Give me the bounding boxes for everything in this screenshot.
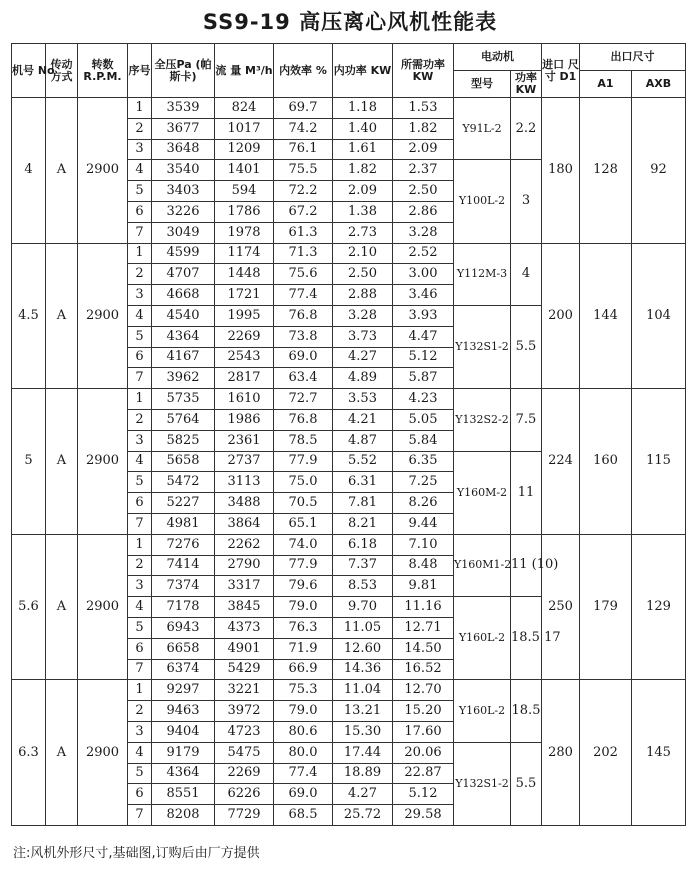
cell-required-power: 2.09	[393, 139, 454, 160]
cell-efficiency: 80.6	[274, 721, 333, 742]
cell-motor-model: Y160M-2	[454, 451, 511, 534]
header-drive: 传动方式	[46, 44, 78, 98]
cell-pressure: 9179	[152, 742, 215, 763]
cell-flow: 1995	[215, 305, 274, 326]
cell-drive: A	[46, 389, 78, 535]
cell-required-power: 14.50	[393, 638, 454, 659]
cell-internal-power: 2.88	[333, 285, 393, 306]
cell-internal-power: 1.82	[333, 160, 393, 181]
cell-efficiency: 68.5	[274, 805, 333, 826]
cell-required-power: 5.12	[393, 784, 454, 805]
cell-fan-no: 5	[12, 389, 46, 535]
cell-pressure: 5658	[152, 451, 215, 472]
cell-efficiency: 76.8	[274, 305, 333, 326]
cell-pressure: 5227	[152, 493, 215, 514]
cell-motor-model: Y160M1-2	[454, 534, 511, 596]
cell-motor-model: Y132S1-2	[454, 305, 511, 388]
cell-flow: 5475	[215, 742, 274, 763]
cell-pressure: 6658	[152, 638, 215, 659]
cell-fan-no: 5.6	[12, 534, 46, 680]
cell-seq: 7	[128, 659, 152, 680]
cell-seq: 1	[128, 243, 152, 264]
cell-pressure: 3049	[152, 222, 215, 243]
cell-efficiency: 61.3	[274, 222, 333, 243]
cell-flow: 1017	[215, 118, 274, 139]
cell-internal-power: 2.50	[333, 264, 393, 285]
cell-internal-power: 4.21	[333, 409, 393, 430]
cell-seq: 4	[128, 597, 152, 618]
cell-outlet-axb: 129	[632, 534, 686, 680]
cell-internal-power: 8.53	[333, 576, 393, 597]
cell-efficiency: 72.2	[274, 181, 333, 202]
cell-pressure: 7178	[152, 597, 215, 618]
fan-performance-table	[11, 43, 686, 826]
cell-efficiency: 77.9	[274, 555, 333, 576]
cell-efficiency: 75.5	[274, 160, 333, 181]
cell-seq: 6	[128, 638, 152, 659]
cell-required-power: 2.37	[393, 160, 454, 181]
cell-required-power: 29.58	[393, 805, 454, 826]
cell-efficiency: 75.6	[274, 264, 333, 285]
cell-flow: 2817	[215, 368, 274, 389]
cell-seq: 4	[128, 451, 152, 472]
cell-outlet-a1: 160	[580, 389, 632, 535]
cell-internal-power: 13.21	[333, 701, 393, 722]
cell-flow: 5429	[215, 659, 274, 680]
cell-fan-no: 6.3	[12, 680, 46, 826]
cell-seq: 6	[128, 347, 152, 368]
cell-internal-power: 11.05	[333, 617, 393, 638]
cell-pressure: 9463	[152, 701, 215, 722]
cell-efficiency: 69.0	[274, 347, 333, 368]
cell-efficiency: 75.0	[274, 472, 333, 493]
cell-internal-power: 15.30	[333, 721, 393, 742]
cell-seq: 5	[128, 181, 152, 202]
cell-pressure: 8208	[152, 805, 215, 826]
cell-seq: 6	[128, 784, 152, 805]
cell-required-power: 5.84	[393, 430, 454, 451]
cell-pressure: 5472	[152, 472, 215, 493]
cell-pressure: 8551	[152, 784, 215, 805]
cell-drive: A	[46, 534, 78, 680]
cell-pressure: 3540	[152, 160, 215, 181]
cell-internal-power: 3.53	[333, 389, 393, 410]
cell-required-power: 8.26	[393, 493, 454, 514]
cell-efficiency: 77.4	[274, 763, 333, 784]
cell-efficiency: 77.9	[274, 451, 333, 472]
cell-seq: 3	[128, 576, 152, 597]
cell-required-power: 8.48	[393, 555, 454, 576]
cell-motor-power: 18.5	[511, 680, 542, 742]
cell-motor-power: 3	[511, 160, 542, 243]
cell-flow: 1978	[215, 222, 274, 243]
cell-internal-power: 6.31	[333, 472, 393, 493]
cell-drive: A	[46, 680, 78, 826]
cell-seq: 1	[128, 534, 152, 555]
cell-pressure: 4981	[152, 513, 215, 534]
cell-motor-model: Y132S1-2	[454, 742, 511, 825]
cell-efficiency: 76.3	[274, 617, 333, 638]
cell-rpm: 2900	[78, 243, 128, 389]
cell-required-power: 17.60	[393, 721, 454, 742]
cell-seq: 6	[128, 493, 152, 514]
cell-drive: A	[46, 243, 78, 389]
cell-internal-power: 1.38	[333, 201, 393, 222]
page-title: SS9-19 高压离心风机性能表	[202, 10, 498, 34]
cell-internal-power: 4.27	[333, 784, 393, 805]
cell-fan-no: 4.5	[12, 243, 46, 389]
cell-pressure: 7374	[152, 576, 215, 597]
cell-seq: 6	[128, 201, 152, 222]
cell-flow: 4901	[215, 638, 274, 659]
cell-inlet: 224	[542, 389, 580, 535]
table-row	[12, 243, 686, 264]
cell-required-power: 2.52	[393, 243, 454, 264]
cell-required-power: 16.52	[393, 659, 454, 680]
cell-outlet-a1: 144	[580, 243, 632, 389]
cell-required-power: 12.71	[393, 617, 454, 638]
cell-required-power: 15.20	[393, 701, 454, 722]
cell-efficiency: 75.3	[274, 680, 333, 701]
cell-internal-power: 9.70	[333, 597, 393, 618]
cell-required-power: 7.25	[393, 472, 454, 493]
cell-seq: 5	[128, 326, 152, 347]
cell-flow: 2790	[215, 555, 274, 576]
cell-efficiency: 80.0	[274, 742, 333, 763]
cell-flow: 2262	[215, 534, 274, 555]
cell-seq: 7	[128, 222, 152, 243]
header-internal-power: 内功率 KW	[333, 44, 393, 98]
cell-pressure: 4599	[152, 243, 215, 264]
cell-fan-no: 4	[12, 98, 46, 244]
cell-drive: A	[46, 98, 78, 244]
cell-internal-power: 14.36	[333, 659, 393, 680]
cell-motor-power: 2.2	[511, 98, 542, 160]
cell-required-power: 5.12	[393, 347, 454, 368]
cell-seq: 2	[128, 555, 152, 576]
cell-seq: 1	[128, 389, 152, 410]
cell-pressure: 9404	[152, 721, 215, 742]
cell-flow: 3972	[215, 701, 274, 722]
cell-pressure: 7414	[152, 555, 215, 576]
cell-flow: 1986	[215, 409, 274, 430]
cell-required-power: 3.93	[393, 305, 454, 326]
cell-inlet: 280	[542, 680, 580, 826]
cell-internal-power: 17.44	[333, 742, 393, 763]
cell-required-power: 4.23	[393, 389, 454, 410]
cell-pressure: 3403	[152, 181, 215, 202]
cell-pressure: 3539	[152, 98, 215, 119]
cell-efficiency: 79.0	[274, 701, 333, 722]
cell-internal-power: 18.89	[333, 763, 393, 784]
cell-internal-power: 1.18	[333, 98, 393, 119]
cell-pressure: 4668	[152, 285, 215, 306]
cell-internal-power: 11.04	[333, 680, 393, 701]
cell-flow: 594	[215, 181, 274, 202]
footnote: 注:风机外形尺寸,基础图,订购后由厂方提供	[13, 846, 260, 861]
cell-internal-power: 4.89	[333, 368, 393, 389]
cell-internal-power: 6.18	[333, 534, 393, 555]
cell-seq: 3	[128, 721, 152, 742]
cell-efficiency: 63.4	[274, 368, 333, 389]
cell-flow: 824	[215, 98, 274, 119]
cell-flow: 2361	[215, 430, 274, 451]
cell-motor-power: 11	[511, 451, 542, 534]
cell-outlet-a1: 128	[580, 98, 632, 244]
cell-efficiency: 74.0	[274, 534, 333, 555]
cell-required-power: 4.47	[393, 326, 454, 347]
cell-internal-power: 2.09	[333, 181, 393, 202]
table-row	[12, 98, 686, 119]
cell-pressure: 3677	[152, 118, 215, 139]
cell-internal-power: 2.73	[333, 222, 393, 243]
cell-motor-power: 4	[511, 243, 542, 305]
cell-outlet-axb: 145	[632, 680, 686, 826]
cell-outlet-axb: 104	[632, 243, 686, 389]
cell-flow: 6226	[215, 784, 274, 805]
cell-seq: 5	[128, 617, 152, 638]
cell-required-power: 1.53	[393, 98, 454, 119]
table-body	[12, 98, 686, 826]
cell-required-power: 1.82	[393, 118, 454, 139]
cell-flow: 3113	[215, 472, 274, 493]
cell-motor-power: 5.5	[511, 742, 542, 825]
cell-required-power: 7.10	[393, 534, 454, 555]
cell-required-power: 11.16	[393, 597, 454, 618]
cell-motor-model: Y91L-2	[454, 98, 511, 160]
cell-seq: 3	[128, 285, 152, 306]
header-motor: 电动机	[454, 44, 542, 71]
cell-flow: 1786	[215, 201, 274, 222]
cell-efficiency: 71.3	[274, 243, 333, 264]
cell-inlet: 200	[542, 243, 580, 389]
cell-motor-model: Y160L-2	[454, 597, 511, 680]
cell-internal-power: 7.37	[333, 555, 393, 576]
cell-flow: 2269	[215, 763, 274, 784]
cell-required-power: 5.05	[393, 409, 454, 430]
cell-internal-power: 3.73	[333, 326, 393, 347]
cell-required-power: 6.35	[393, 451, 454, 472]
cell-seq: 5	[128, 472, 152, 493]
cell-flow: 3488	[215, 493, 274, 514]
cell-required-power: 12.70	[393, 680, 454, 701]
cell-flow: 1610	[215, 389, 274, 410]
header-motor-power: 功率 KW	[511, 71, 542, 98]
cell-efficiency: 66.9	[274, 659, 333, 680]
cell-pressure: 4364	[152, 763, 215, 784]
cell-efficiency: 71.9	[274, 638, 333, 659]
cell-seq: 7	[128, 368, 152, 389]
cell-required-power: 20.06	[393, 742, 454, 763]
cell-internal-power: 5.52	[333, 451, 393, 472]
cell-pressure: 6374	[152, 659, 215, 680]
table-row	[12, 680, 686, 701]
cell-flow: 1721	[215, 285, 274, 306]
cell-rpm: 2900	[78, 680, 128, 826]
cell-internal-power: 1.61	[333, 139, 393, 160]
cell-internal-power: 3.28	[333, 305, 393, 326]
cell-internal-power: 12.60	[333, 638, 393, 659]
cell-motor-model: Y132S2-2	[454, 389, 511, 451]
cell-required-power: 2.50	[393, 181, 454, 202]
cell-seq: 3	[128, 139, 152, 160]
cell-flow: 1401	[215, 160, 274, 181]
cell-seq: 2	[128, 409, 152, 430]
cell-efficiency: 77.4	[274, 285, 333, 306]
header-required-power: 所需功率 KW	[393, 44, 454, 98]
cell-rpm: 2900	[78, 389, 128, 535]
cell-flow: 2737	[215, 451, 274, 472]
cell-motor-power: 11 (10)	[511, 534, 542, 596]
cell-pressure: 4167	[152, 347, 215, 368]
header-outlet-axb: AXB	[632, 71, 686, 98]
cell-pressure: 5764	[152, 409, 215, 430]
cell-pressure: 7276	[152, 534, 215, 555]
header-efficiency: 内效率 %	[274, 44, 333, 98]
cell-required-power: 3.00	[393, 264, 454, 285]
cell-rpm: 2900	[78, 98, 128, 244]
cell-pressure: 3962	[152, 368, 215, 389]
cell-required-power: 22.87	[393, 763, 454, 784]
cell-efficiency: 72.7	[274, 389, 333, 410]
cell-efficiency: 79.6	[274, 576, 333, 597]
cell-pressure: 5735	[152, 389, 215, 410]
cell-motor-power: 5.5	[511, 305, 542, 388]
cell-motor-power: 7.5	[511, 389, 542, 451]
cell-pressure: 9297	[152, 680, 215, 701]
table-row	[12, 534, 686, 555]
cell-seq: 2	[128, 701, 152, 722]
cell-internal-power: 2.10	[333, 243, 393, 264]
cell-outlet-axb: 115	[632, 389, 686, 535]
header-outlet-a1: A1	[580, 71, 632, 98]
cell-rpm: 2900	[78, 534, 128, 680]
cell-inlet: 250	[542, 534, 580, 680]
cell-flow: 2543	[215, 347, 274, 368]
header-motor-model: 型号	[454, 71, 511, 98]
cell-efficiency: 67.2	[274, 201, 333, 222]
cell-internal-power: 7.81	[333, 493, 393, 514]
cell-outlet-a1: 202	[580, 680, 632, 826]
header-seq: 序号	[128, 44, 152, 98]
cell-pressure: 4364	[152, 326, 215, 347]
cell-flow: 1174	[215, 243, 274, 264]
header-flow: 流 量 M³/h	[215, 44, 274, 98]
cell-seq: 4	[128, 742, 152, 763]
cell-flow: 4373	[215, 617, 274, 638]
cell-flow: 2269	[215, 326, 274, 347]
cell-flow: 3221	[215, 680, 274, 701]
header-no: 机号 No	[12, 44, 46, 98]
cell-efficiency: 70.5	[274, 493, 333, 514]
cell-internal-power: 4.27	[333, 347, 393, 368]
cell-pressure: 3648	[152, 139, 215, 160]
cell-motor-model: Y160L-2	[454, 680, 511, 742]
cell-flow: 7729	[215, 805, 274, 826]
cell-seq: 4	[128, 160, 152, 181]
cell-efficiency: 69.7	[274, 98, 333, 119]
cell-required-power: 3.46	[393, 285, 454, 306]
cell-internal-power: 8.21	[333, 513, 393, 534]
cell-outlet-a1: 179	[580, 534, 632, 680]
cell-pressure: 3226	[152, 201, 215, 222]
cell-efficiency: 78.5	[274, 430, 333, 451]
header-inlet: 进口 尺寸 D1	[542, 44, 580, 98]
cell-seq: 1	[128, 680, 152, 701]
header-outlet: 出口尺寸	[580, 44, 686, 71]
cell-seq: 2	[128, 264, 152, 285]
cell-flow: 3864	[215, 513, 274, 534]
cell-internal-power: 25.72	[333, 805, 393, 826]
cell-pressure: 4707	[152, 264, 215, 285]
cell-outlet-axb: 92	[632, 98, 686, 244]
cell-motor-model: Y112M-3	[454, 243, 511, 305]
cell-flow: 1448	[215, 264, 274, 285]
cell-seq: 3	[128, 430, 152, 451]
cell-flow: 3317	[215, 576, 274, 597]
cell-pressure: 5825	[152, 430, 215, 451]
cell-inlet: 180	[542, 98, 580, 244]
cell-pressure: 6943	[152, 617, 215, 638]
cell-internal-power: 4.87	[333, 430, 393, 451]
cell-seq: 2	[128, 118, 152, 139]
header-pressure: 全压Pa (帕斯卡)	[152, 44, 215, 98]
cell-seq: 4	[128, 305, 152, 326]
cell-seq: 7	[128, 513, 152, 534]
cell-flow: 4723	[215, 721, 274, 742]
cell-efficiency: 76.1	[274, 139, 333, 160]
cell-required-power: 9.44	[393, 513, 454, 534]
cell-motor-model: Y100L-2	[454, 160, 511, 243]
cell-efficiency: 69.0	[274, 784, 333, 805]
cell-motor-power: 18.5 17	[511, 597, 542, 680]
cell-efficiency: 74.2	[274, 118, 333, 139]
table-row	[12, 389, 686, 410]
cell-flow: 1209	[215, 139, 274, 160]
cell-required-power: 9.81	[393, 576, 454, 597]
cell-seq: 5	[128, 763, 152, 784]
cell-efficiency: 76.8	[274, 409, 333, 430]
cell-internal-power: 1.40	[333, 118, 393, 139]
cell-required-power: 3.28	[393, 222, 454, 243]
header-speed: 转数 R.P.M.	[78, 44, 128, 98]
cell-required-power: 5.87	[393, 368, 454, 389]
cell-efficiency: 79.0	[274, 597, 333, 618]
cell-flow: 3845	[215, 597, 274, 618]
cell-seq: 1	[128, 98, 152, 119]
cell-seq: 7	[128, 805, 152, 826]
cell-required-power: 2.86	[393, 201, 454, 222]
cell-efficiency: 65.1	[274, 513, 333, 534]
cell-pressure: 4540	[152, 305, 215, 326]
cell-efficiency: 73.8	[274, 326, 333, 347]
